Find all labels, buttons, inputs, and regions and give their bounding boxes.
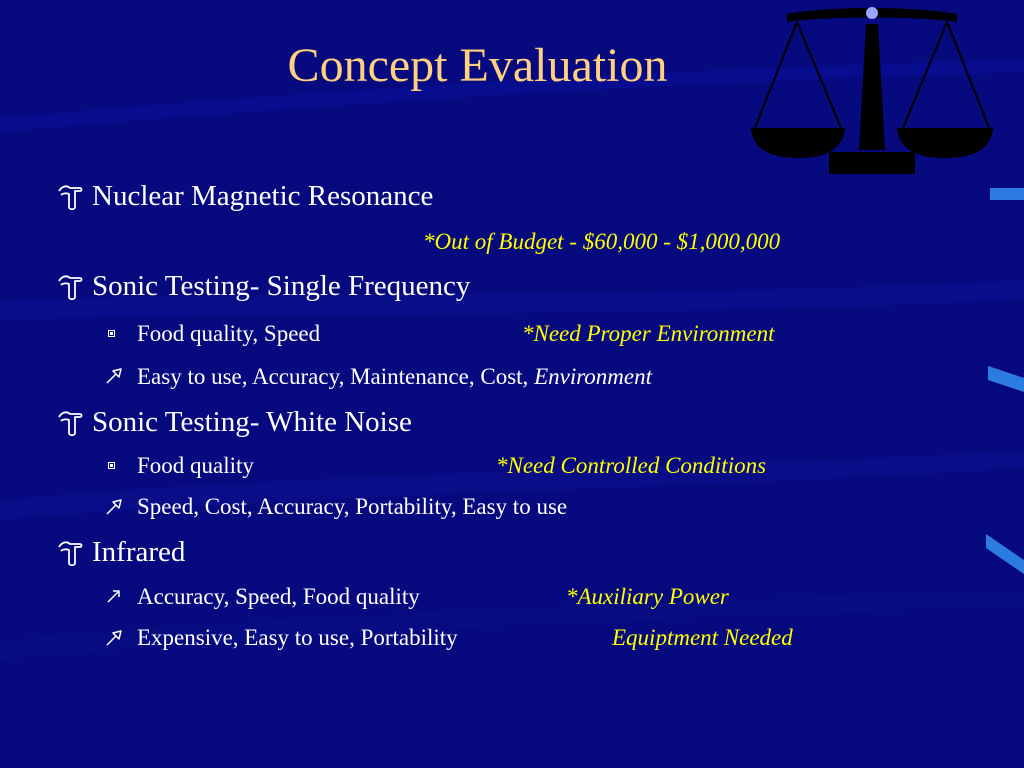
sub-item-text: Food quality, Speed <box>137 321 321 346</box>
item-note-nmr: *Out of Budget - $60,000 - $1,000,000 <box>423 229 781 254</box>
item-label-sonic-single: Sonic Testing- Single Frequency <box>92 270 471 302</box>
pointing-hand-icon <box>56 408 86 438</box>
sub-item-text <box>137 364 652 390</box>
sub-item-note: *Need Controlled Conditions <box>496 453 767 478</box>
square-bullet-icon <box>108 462 115 469</box>
sub-item-plain: Easy to use, Accuracy, Maintenance, Cost, <box>137 364 535 389</box>
accent-bar <box>990 188 1024 200</box>
sub-item-note: Equiptment Needed <box>612 625 793 650</box>
sub-item-note: *Auxiliary Power <box>566 584 729 609</box>
pointing-hand-icon <box>56 182 86 212</box>
pointing-hand-icon <box>56 272 86 302</box>
sub-item-note: *Need Proper Environment <box>522 321 775 346</box>
sub-item-italic: Environment <box>534 364 653 389</box>
item-label-infrared: Infrared <box>92 536 186 568</box>
sub-item-text: Speed, Cost, Accuracy, Portability, Easy to use <box>137 494 568 519</box>
outline-arrow-icon <box>104 628 124 648</box>
accent-bar <box>986 534 1024 574</box>
item-label-nmr: Nuclear Magnetic Resonance <box>92 180 434 212</box>
pointing-hand-icon <box>56 538 86 568</box>
slide-title: Concept Evaluation <box>287 39 668 92</box>
sub-item-text: Expensive, Easy to use, Portability <box>137 625 458 650</box>
outline-arrow-icon <box>104 366 124 386</box>
sub-item-text: Accuracy, Speed, Food quality <box>137 584 420 609</box>
item-label-sonic-white: Sonic Testing- White Noise <box>92 406 412 438</box>
accent-bar <box>988 366 1024 392</box>
square-bullet-icon <box>108 330 115 337</box>
sub-item-text: Food quality <box>137 453 254 478</box>
outline-arrow-icon <box>104 586 124 606</box>
outline-arrow-icon <box>104 497 124 517</box>
